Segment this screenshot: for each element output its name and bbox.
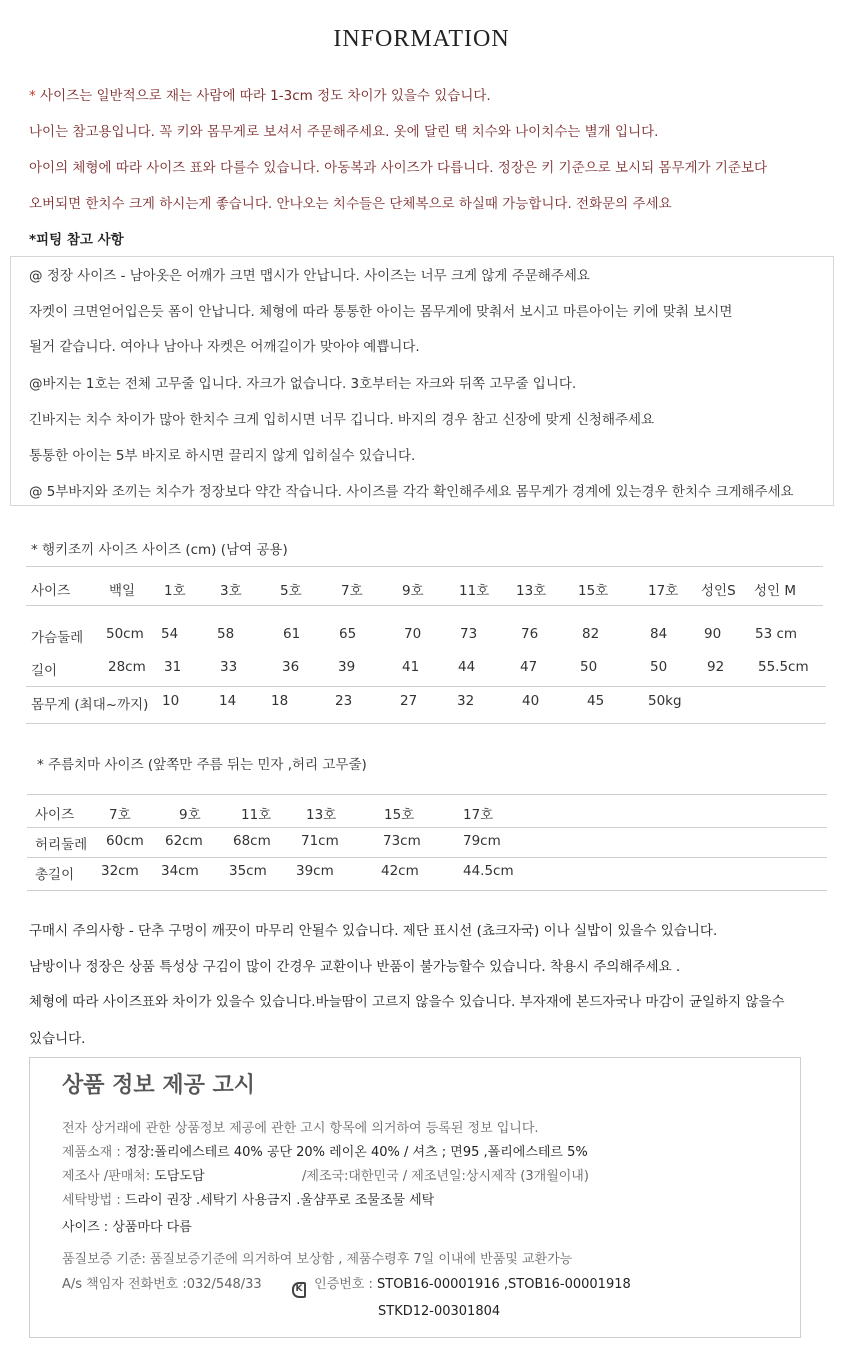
fitting-line: @ 5부바지와 조끼는 치수가 정장보다 약간 작습니다. 사이즈를 각각 확인해주세요 몸무게가 경계에 있는경우 한치수 크게해주세요 (29, 484, 794, 500)
vest-row-cell: 73 (460, 626, 478, 642)
skirt-header-cell: 15호 (384, 807, 415, 823)
divider (27, 827, 827, 828)
vest-row-cell: 54 (161, 626, 179, 642)
skirt-header-cell: 사이즈 (35, 807, 75, 823)
divider (27, 890, 827, 891)
vest-row-cell: 50cm (106, 626, 144, 642)
vest-row-cell: 70 (404, 626, 422, 642)
maker-value: 도담도담 (154, 1169, 205, 1184)
vest-row-cell: 23 (335, 693, 353, 709)
skirt-header-cell: 11호 (241, 807, 272, 823)
vest-row-cell: 27 (400, 693, 418, 709)
kc-mark-icon: K (292, 1282, 306, 1298)
vest-row-cell: 몸무게 (최대~까지) (31, 697, 149, 713)
vest-table-title: * 행키조끼 사이즈 사이즈 (cm) (남여 공용) (31, 542, 288, 558)
fitting-line: @ 정장 사이즈 - 남아옷은 어깨가 크면 맵시가 안납니다. 사이즈는 너무 크게 않게 주문해주세요 (29, 268, 590, 284)
vest-header-cell: 9호 (402, 583, 424, 599)
vest-row-cell: 90 (704, 626, 722, 642)
vest-header-cell: 사이즈 (31, 583, 71, 599)
vest-row-cell: 31 (164, 659, 182, 675)
purchase-note: 있습니다. (29, 1031, 86, 1047)
vest-row-cell: 28cm (108, 659, 146, 675)
vest-row-cell: 45 (587, 693, 605, 709)
vest-row-cell: 76 (521, 626, 539, 642)
vest-row-cell: 55.5cm (758, 659, 809, 675)
vest-header-cell: 1호 (164, 583, 186, 599)
vest-row-cell: 47 (520, 659, 538, 675)
wash-value: 드라이 권장 .세탁기 사용금지 .울샴푸로 조물조물 세탁 (124, 1193, 435, 1208)
vest-row-cell: 53 cm (755, 626, 798, 642)
cert-value: STOB16-00001916 ,STOB16-00001918 (377, 1277, 631, 1292)
skirt-row-cell: 44.5cm (463, 863, 514, 879)
skirt-table-title: * 주름치마 사이즈 (앞쪽만 주름 뒤는 민자 ,허리 고무줄) (37, 757, 367, 773)
cert-label: 인증번호 : (310, 1277, 378, 1292)
divider (27, 857, 827, 858)
fitting-line: 긴바지는 치수 차이가 많아 한치수 크게 입히시면 너무 깁니다. 바지의 경우 참고 신장에 맞게 신청해주세요 (29, 412, 655, 428)
page-title: INFORMATION (333, 26, 510, 52)
vest-row-cell: 18 (271, 693, 289, 709)
vest-row-cell: 50kg (648, 693, 682, 709)
vest-row-cell: 58 (217, 626, 235, 642)
vest-row-cell: 44 (458, 659, 476, 675)
skirt-header-cell: 13호 (306, 807, 337, 823)
material-value: 정장:폴리에스테르 40% 공단 20% 레이온 40% / 셔츠 ; 면95 ,폴리에스테르 5% (124, 1145, 588, 1160)
fitting-line: 통통한 아이는 5부 바지로 하시면 끌리지 않게 입히실수 있습니다. (29, 448, 416, 464)
vest-header-cell: 15호 (578, 583, 609, 599)
vest-row-cell: 14 (219, 693, 237, 709)
cert-line (292, 1273, 631, 1298)
size-note-4: 오버되면 한치수 크게 하시는게 좋습니다. 안나오는 치수들은 단체복으로 하실때 가능합니다. 전화문의 주세요 (29, 196, 672, 212)
vest-header-cell: 성인 M (754, 583, 797, 599)
fitting-line: 될거 같습니다. 여아나 남아나 자켓은 어깨길이가 맞아야 예쁩니다. (29, 339, 420, 355)
size-note-2: 나이는 참고용입니다. 꼭 키와 몸무게로 보셔서 주문해주세요. 옷에 달린 택 치수와 나이치수는 별개 입니다. (29, 124, 659, 140)
vest-header-cell: 17호 (648, 583, 679, 599)
purchase-note: 남방이나 정장은 상품 특성상 구김이 많이 간경우 교환이나 반품이 불가능할수 있습니다. 착용시 주의해주세요 . (29, 959, 681, 975)
cert-extra: STKD12-00301804 (378, 1304, 501, 1319)
vest-row-cell: 92 (707, 659, 725, 675)
skirt-row-cell: 62cm (165, 833, 203, 849)
vest-header-cell: 성인S (701, 583, 736, 599)
fitting-line: @바지는 1호는 전체 고무줄 입니다. 자크가 없습니다. 3호부터는 자크와 뒤쪽 고무줄 입니다. (29, 376, 577, 392)
size-line: 사이즈 : 상품마다 다름 (62, 1220, 192, 1235)
vest-row-cell: 50 (650, 659, 668, 675)
purchase-note: 구매시 주의사항 - 단추 구멍이 깨끗이 마무리 안될수 있습니다. 제단 표시선 (쵸크자국) 이나 실밥이 있을수 있습니다. (29, 923, 718, 939)
purchase-note: 체형에 따라 사이즈표와 차이가 있을수 있습니다.바늘땀이 고르지 않을수 있습니다. 부자재에 본드자국나 마감이 균일하지 않을수 (29, 994, 785, 1010)
as-line: A/s 책임자 전화번호 :032/548/33 (62, 1277, 262, 1292)
vest-row-cell: 32 (457, 693, 475, 709)
vest-header-cell: 5호 (280, 583, 302, 599)
divider (26, 566, 823, 567)
skirt-row-cell: 79cm (463, 833, 501, 849)
vest-row-cell: 84 (650, 626, 668, 642)
skirt-row-cell: 68cm (233, 833, 271, 849)
size-note-text: 사이즈는 일반적으로 재는 사람에 따라 1-3cm 정도 차이가 있을수 있습니다. (35, 88, 491, 104)
skirt-row-cell: 60cm (106, 833, 144, 849)
skirt-row-cell: 42cm (381, 863, 419, 879)
vest-row-cell: 10 (162, 693, 180, 709)
size-note-3: 아이의 체형에 따라 사이즈 표와 다를수 있습니다. 아동복과 사이즈가 다릅니다. 정장은 키 기준으로 보시되 몸무게가 기준보다 (29, 160, 768, 176)
divider (26, 686, 826, 687)
skirt-row-cell: 32cm (101, 863, 139, 879)
skirt-row-cell: 허리둘레 (35, 837, 88, 853)
vest-row-cell: 40 (522, 693, 540, 709)
maker-label: 제조사 /판매처: (62, 1169, 155, 1184)
vest-row-cell: 82 (582, 626, 600, 642)
material-line (62, 1141, 588, 1160)
maker-line (62, 1165, 205, 1184)
vest-row-cell: 길이 (31, 663, 58, 679)
divider (26, 605, 823, 606)
skirt-header-cell: 7호 (109, 807, 131, 823)
skirt-row-cell: 39cm (296, 863, 334, 879)
vest-row-cell: 가슴둘레 (31, 630, 84, 646)
note-star: * (29, 88, 36, 104)
skirt-row-cell: 34cm (161, 863, 199, 879)
product-info-heading: 상품 정보 제공 고시 (62, 1073, 255, 1098)
vest-header-cell: 11호 (459, 583, 490, 599)
origin-line: /제조국:대한민국 / 제조년일:상시제작 (3개월이내) (302, 1169, 589, 1184)
fitting-heading: *피팅 참고 사항 (29, 232, 124, 248)
vest-row-cell: 50 (580, 659, 598, 675)
vest-header-cell: 7호 (341, 583, 363, 599)
skirt-row-cell: 35cm (229, 863, 267, 879)
vest-row-cell: 36 (282, 659, 300, 675)
product-info-intro: 전자 상거래에 관한 상품정보 제공에 관한 고시 항목에 의거하여 등록된 정보 입니다. (62, 1121, 539, 1136)
vest-header-cell: 13호 (516, 583, 547, 599)
skirt-row-cell: 총길이 (35, 867, 75, 883)
wash-label: 세탁방법 : (62, 1193, 125, 1208)
wash-line (62, 1189, 434, 1208)
divider (26, 723, 826, 724)
vest-row-cell: 33 (220, 659, 238, 675)
warranty-line: 품질보증 기준: 품질보증기준에 의거하여 보상함 , 제품수령후 7일 이내에 반품및 교환가능 (62, 1252, 573, 1267)
vest-row-cell: 41 (402, 659, 420, 675)
size-note-1 (29, 84, 491, 104)
vest-header-cell: 3호 (220, 583, 242, 599)
vest-row-cell: 39 (338, 659, 356, 675)
vest-row-cell: 65 (339, 626, 357, 642)
material-label: 제품소재 : (62, 1145, 125, 1160)
fitting-line: 자켓이 크면얻어입은듯 폼이 안납니다. 체형에 따라 통통한 아이는 몸무게에 맞춰서 보시고 마른아이는 키에 맞춰 보시면 (29, 304, 733, 320)
skirt-header-cell: 17호 (463, 807, 494, 823)
skirt-row-cell: 71cm (301, 833, 339, 849)
vest-header-cell: 백일 (109, 583, 136, 599)
divider (27, 794, 827, 795)
skirt-header-cell: 9호 (179, 807, 201, 823)
vest-row-cell: 61 (283, 626, 301, 642)
skirt-row-cell: 73cm (383, 833, 421, 849)
